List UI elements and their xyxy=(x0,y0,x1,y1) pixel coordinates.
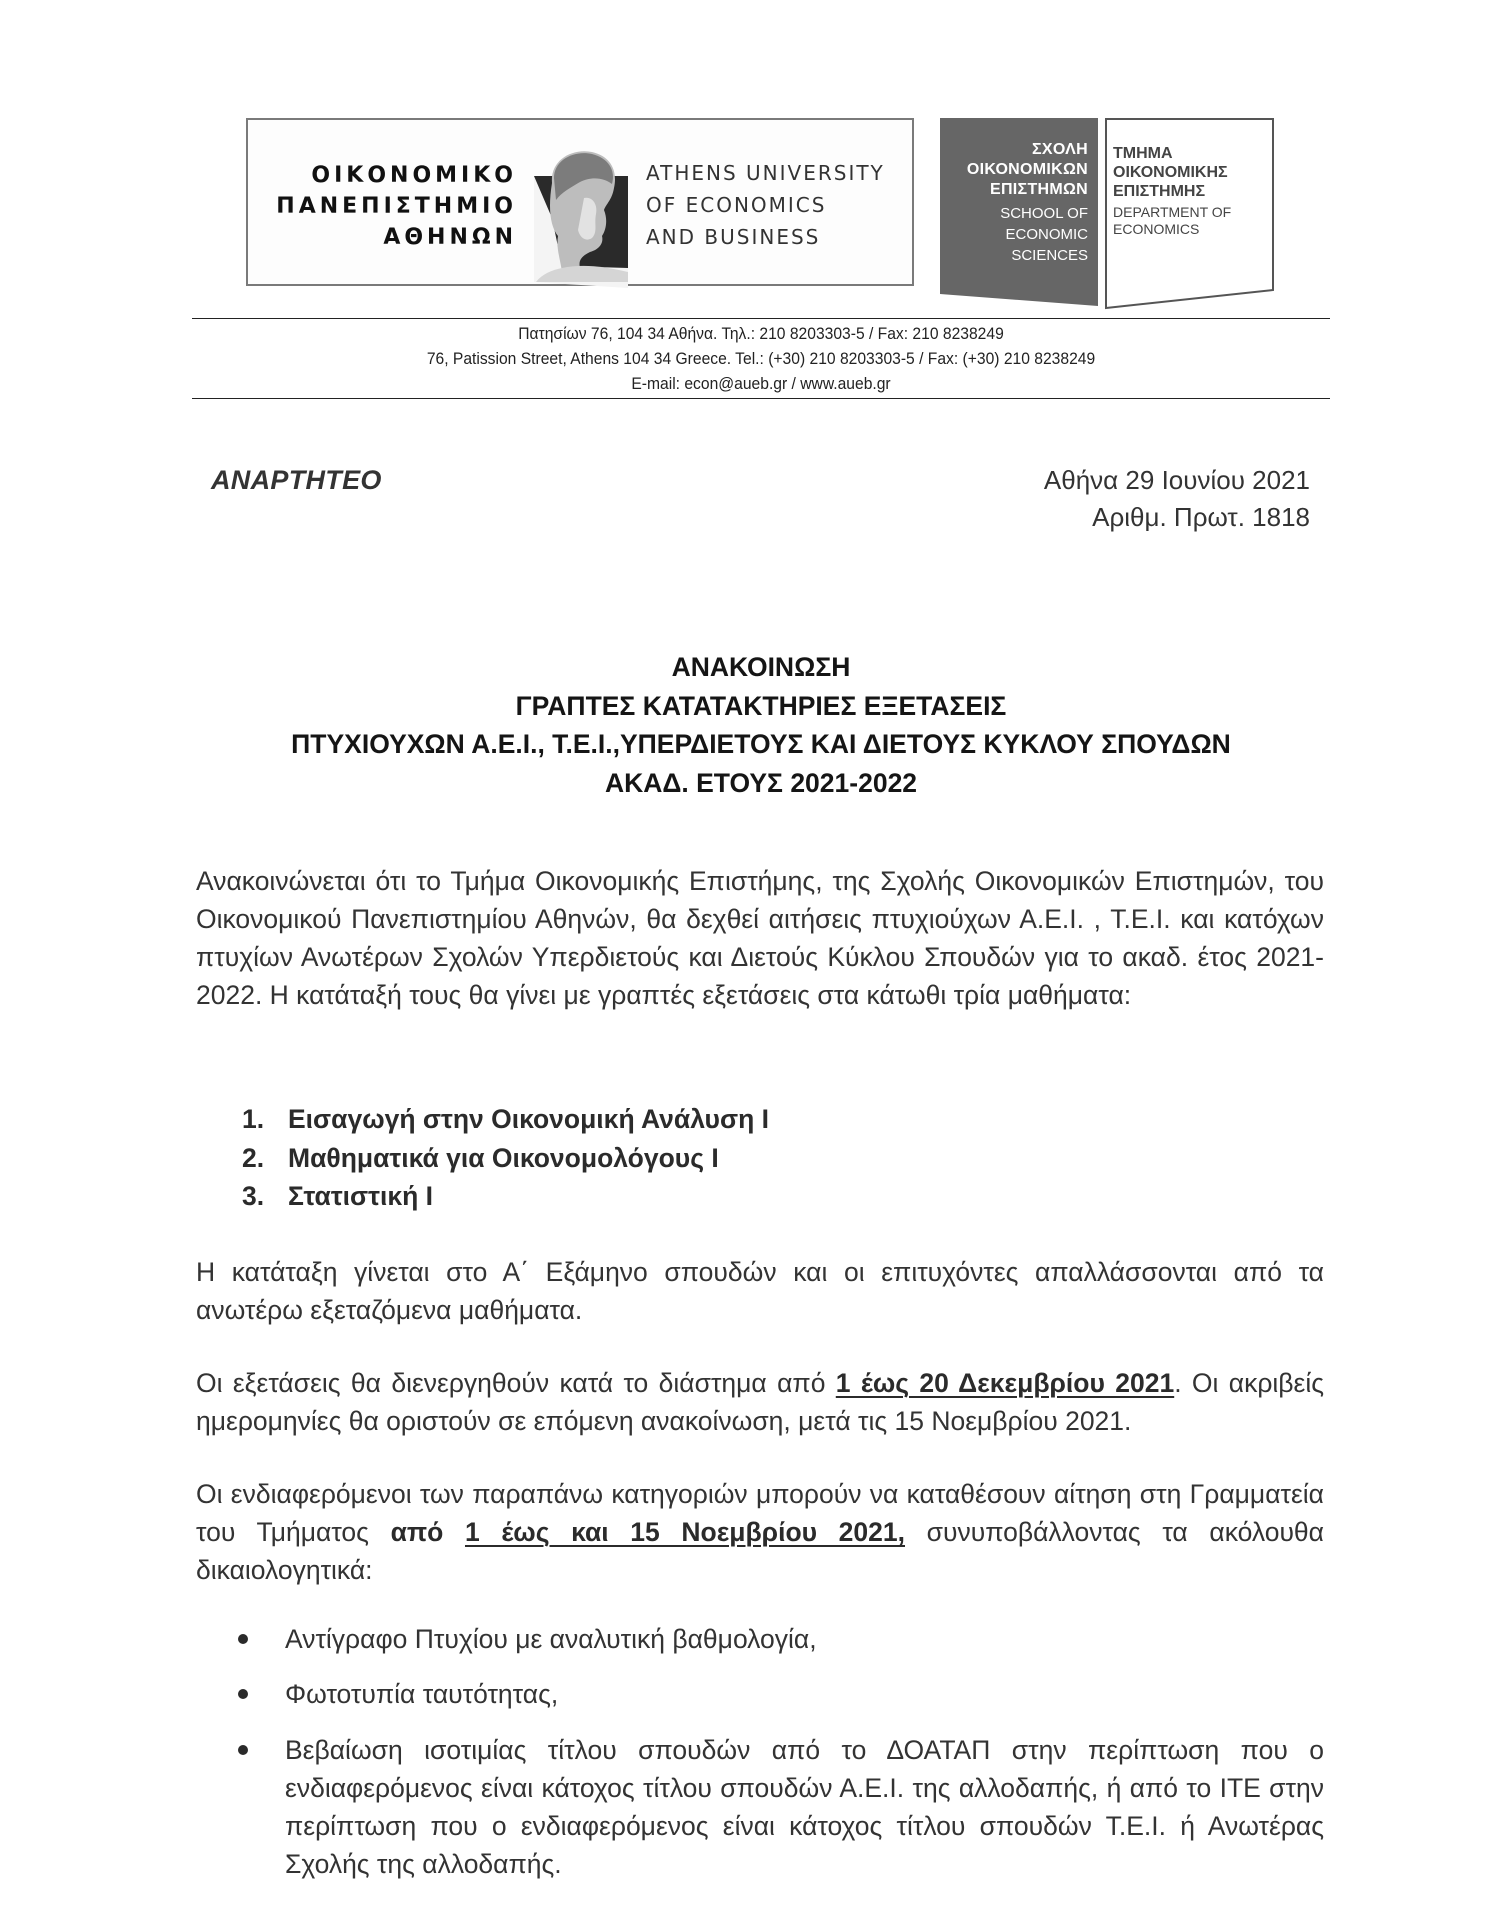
required-documents-list-3 xyxy=(232,1731,1324,1883)
list-item: 2. Μαθηματικά για Οικονομολόγους Ι xyxy=(242,1142,719,1173)
school-logo: ΣΧΟΛΗ ΟΙΚΟΝΟΜΙΚΩΝ ΕΠΙΣΤΗΜΩΝ SCHOOL OF ECONOMIC SCIENCES xyxy=(940,118,1098,306)
required-documents-list-2 xyxy=(232,1675,1324,1713)
intro-paragraph: Ανακοινώνεται ότι το Τμήμα Οικονομικής Επιστήμης, της Σχολής Οικονομικών Επιστημών, του Οικονομικού Πανεπιστημίου Αθηνών, θα δεχθεί αιτήσεις πτυχιούχων Α.Ε.Ι. , Τ.Ε.Ι. και κατόχων πτυχίων Ανωτέρων Σχολών Υπερδιετούς και Διετούς Κύκλου Σπουδών για το ακαδ. έτος 2021-2022. Η κατάταξή τους θα γίνει με γραπτές εξετάσεις στα κάτωθι τρία μαθήματα: xyxy=(196,866,1324,1010)
header-rule-top xyxy=(192,318,1330,319)
bullet-icon xyxy=(238,1745,248,1755)
placement-paragraph: Η κατάταξη γίνεται στο Α΄ Εξάμηνο σπουδών και οι επιτυχόντες απαλλάσσονται από τα ανωτέρω εξεταζόμενα μαθήματα. xyxy=(196,1257,1324,1325)
posting-label: ΑΝΑΡΤΗΤΕΟ xyxy=(211,465,382,495)
required-documents-list xyxy=(232,1620,1324,1658)
address-block xyxy=(192,321,1330,396)
header-rule-bottom xyxy=(192,398,1330,399)
contact-email-web: E-mail: econ@aueb.gr / www.aueb.gr xyxy=(631,374,891,393)
exam-dates: 1 έως 20 Δεκεμβρίου 2021 xyxy=(835,1368,1175,1398)
bullet-icon xyxy=(238,1634,248,1644)
list-item: 3. Στατιστική Ι xyxy=(242,1181,434,1211)
university-name-greek: ΟΙΚΟΝΟΜΙΚΟ ΠΑΝΕΠΙΣΤΗΜΙΟ ΑΘΗΝΩΝ xyxy=(276,163,517,250)
document-date: Αθήνα 29 Ιουνίου 2021 xyxy=(1043,465,1310,495)
list-item: Αντίγραφο Πτυχίου με αναλυτική βαθμολογία, xyxy=(232,1620,1324,1658)
application-dates: 1 έως και 15 Νοεμβρίου 2021, xyxy=(464,1517,905,1547)
date-block xyxy=(1044,462,1310,536)
course-list xyxy=(242,1100,769,1216)
address-english: 76, Patission Street, Athens 104 34 Greece. Tel.: (+30) 210 8203303-5 / Fax: (+30) 210 8238249 xyxy=(426,349,1096,368)
bullet-icon xyxy=(238,1689,248,1699)
hermes-bust-icon xyxy=(532,148,632,288)
announcement-title: ΑΝΑΚΟΙΝΩΣΗ ΓΡΑΠΤΕΣ ΚΑΤΑΤΑΚΤΗΡΙΕΣ ΕΞΕΤΑΣΕΙΣ ΠΤΥΧΙΟΥΧΩΝ Α.Ε.Ι., Τ.Ε.Ι.,ΥΠΕΡΔΙΕΤΟΥΣ ΚΑΙ ΔΙΕΤΟΥΣ ΚΥΚΛΟΥ ΣΠΟΥΔΩΝ ΑΚΑΔ. ΕΤΟΥΣ 2021-2022 xyxy=(291,652,1231,798)
address-greek: Πατησίων 76, 104 34 Αθήνα. Τηλ.: 210 8203303-5 / Fax: 210 8238249 xyxy=(518,324,1004,343)
list-item: Φωτοτυπία ταυτότητας, xyxy=(232,1675,1324,1713)
protocol-number: Αριθμ. Πρωτ. 1818 xyxy=(1092,502,1310,532)
applications-paragraph: Οι ενδιαφερόμενοι των παραπάνω κατηγοριών μπορούν να καταθέσουν αίτηση στη Γραμματεία του Τμήματος από 1 έως και 15 Νοεμβρίου 2021, συνυποβάλλοντας τα ακόλουθα δικαιολογητικά: xyxy=(196,1479,1324,1585)
university-name-english: ATHENS UNIVERSITY OF ECONOMICS AND BUSINESS xyxy=(646,161,885,249)
aueb-logo xyxy=(246,118,914,286)
list-item: Βεβαίωση ισοτιμίας τίτλου σπουδών από το ΔΟΑΤΑΠ στην περίπτωση που ο ενδιαφερόμενος είναι κάτοχος τίτλου σπουδών Α.Ε.Ι. της αλλοδαπής, ή από το ΙΤΕ στην περίπτωση που ο ενδιαφερόμενος είναι κάτοχος τίτλου σπουδών Τ.Ε.Ι. ή Ανωτέρας Σχολής της αλλοδαπής. xyxy=(232,1731,1324,1883)
exam-dates-paragraph: Οι εξετάσεις θα διενεργηθούν κατά το διάστημα από 1 έως 20 Δεκεμβρίου 2021. Οι ακριβείς ημερομηνίες θα οριστούν σε επόμενη ανακοίνωση, μετά τις 15 Νοεμβρίου 2021. xyxy=(196,1368,1324,1436)
department-logo: ΤΜΗΜΑ ΟΙΚΟΝΟΜΙΚΗΣ ΕΠΙΣΤΗΜΗΣ DEPARTMENT OF ECONOMICS xyxy=(1105,118,1275,310)
list-item: 1. Εισαγωγή στην Οικονομική Ανάλυση Ι xyxy=(242,1104,769,1134)
